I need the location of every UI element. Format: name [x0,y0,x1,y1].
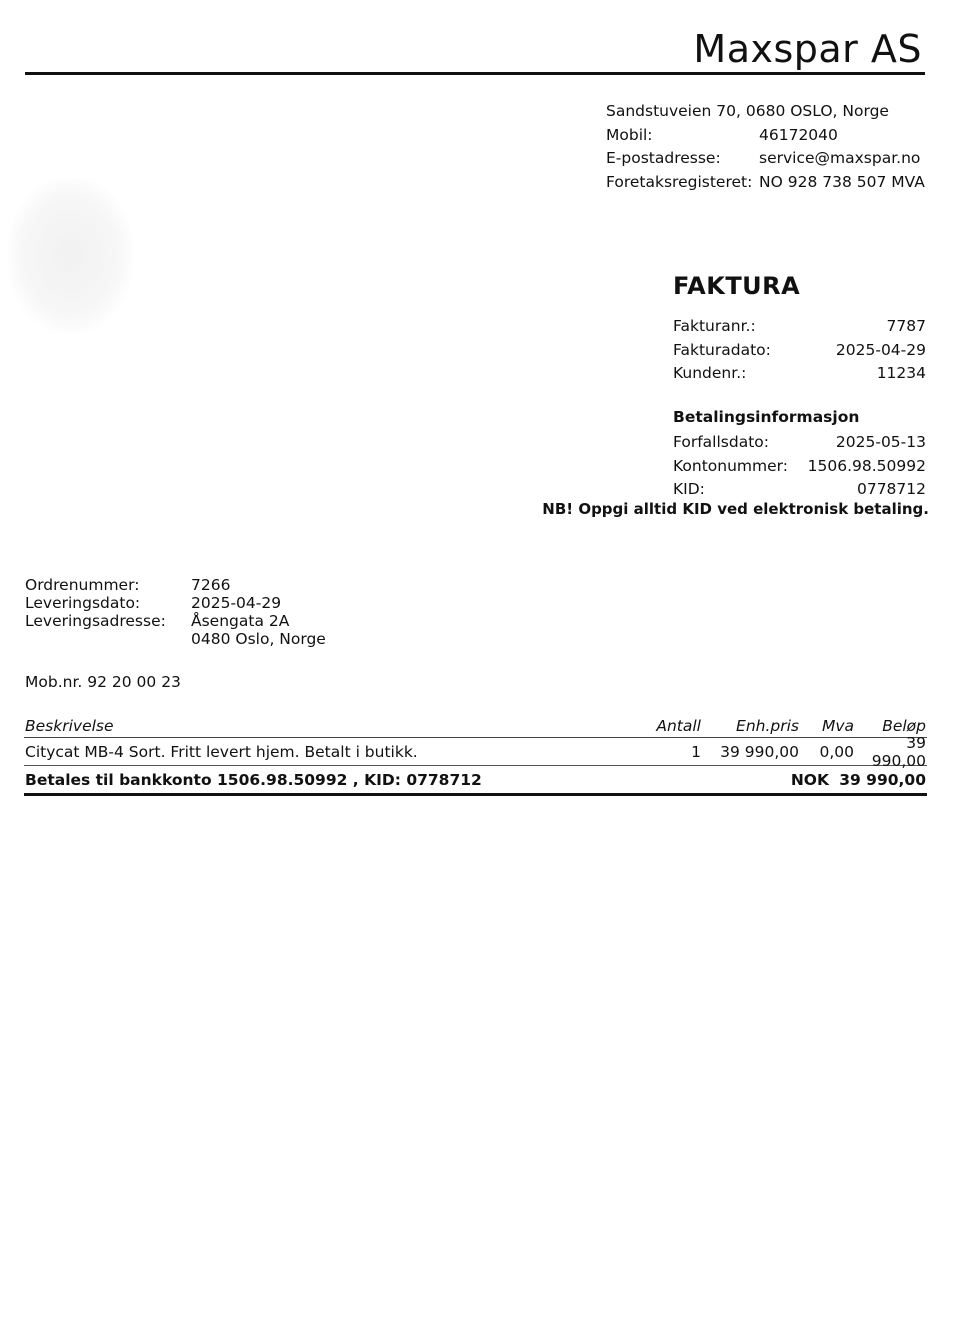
meta-label: Fakturanr.: [673,317,756,335]
delivery-date-row [25,594,326,612]
meta-label: KID: [673,480,705,498]
invoice-title: FAKTURA [673,272,801,300]
line-vat: 0,00 [819,742,854,761]
contact-row-mobile [606,124,925,148]
meta-value: 0778712 [856,480,926,498]
contact-label: Mobil: [606,125,653,144]
line-amount: 39 990,00 [871,733,926,770]
order-value: Åsengata 2A [191,612,290,630]
footer-payment-text: Betales til bankkonto 1506.98.50992 , KID: 0778712 [25,770,482,789]
order-label [25,630,191,648]
meta-value: 7787 [886,317,926,335]
meta-label: Kontonummer: [673,456,788,475]
meta-value: 2025-04-29 [835,340,926,359]
table-row [24,733,927,770]
company-name: Maxspar AS [693,27,922,71]
order-details [25,576,326,648]
customer-number-row [673,362,926,386]
contact-row-org [606,171,925,195]
account-number-row [673,455,926,479]
header-amount: Beløp [882,717,926,735]
order-label: Ordrenummer: [25,576,140,594]
company-contact-block [606,100,925,194]
company-address: Sandstuveien 70, 0680 OSLO, Norge [606,102,889,120]
invoice-date-row [673,339,926,363]
contact-value: 46172040 [759,125,838,144]
meta-value: 11234 [876,364,926,382]
contact-value: service@maxspar.no [759,149,921,167]
header-divider [25,72,925,75]
table-header [24,715,927,738]
delivery-address-row [25,612,326,630]
invoice-meta [673,315,926,386]
header-quantity: Antall [656,717,701,735]
order-value: 0480 Oslo, Norge [191,630,326,648]
header-description: Beskrivelse [25,717,114,735]
header-unit-price: Enh.pris [736,717,799,735]
payment-meta [673,431,926,502]
contact-label: E-postadresse: [606,149,721,167]
line-unit-price: 39 990,00 [720,742,799,761]
header-vat: Mva [821,717,854,735]
invoice-number-row [673,315,926,339]
order-value: 2025-04-29 [191,594,282,612]
customer-mobile: Mob.nr. 92 20 00 23 [25,673,181,691]
meta-value: 1506.98.50992 [807,456,926,475]
meta-value: 2025-05-13 [835,433,926,451]
payment-info-title: Betalingsinformasjon [673,408,860,426]
order-value: 7266 [191,576,231,594]
line-description: Citycat MB-4 Sort. Fritt levert hjem. Betalt i butikk. [25,742,418,761]
table-footer [24,766,927,796]
invoice-lines-table [24,715,927,796]
line-quantity: 1 [691,742,701,761]
scan-smudge [8,178,133,333]
order-label: Leveringsdato: [25,594,141,612]
contact-label: Foretaksregisteret: [606,172,753,191]
meta-label: Forfallsdato: [673,433,769,451]
contact-row-email [606,147,925,171]
kid-row [673,478,926,502]
meta-label: Kundenr.: [673,364,747,382]
footer-currency: NOK [790,770,829,789]
kid-notice: NB! Oppgi alltid KID ved elektronisk betaling. [542,500,929,518]
meta-label: Fakturadato: [673,340,771,359]
order-number-row [25,576,326,594]
delivery-address-row-2 [25,630,326,648]
order-label: Leveringsadresse: [25,612,166,630]
contact-value: NO 928 738 507 MVA [759,172,925,191]
due-date-row [673,431,926,455]
footer-total: 39 990,00 [839,770,926,789]
